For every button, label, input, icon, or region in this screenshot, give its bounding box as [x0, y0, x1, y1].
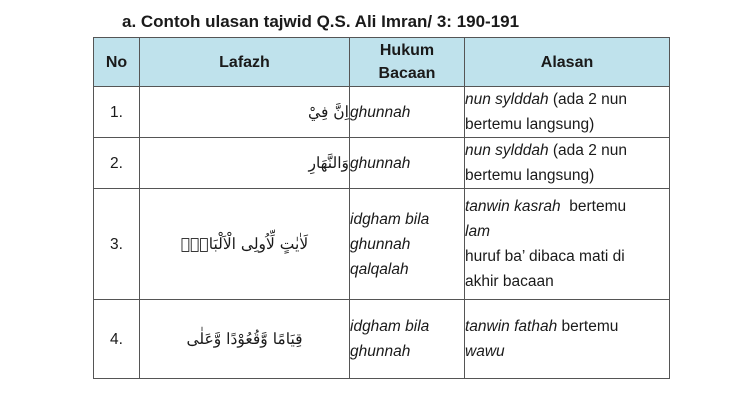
lafazh-arabic: وَالنَّهَارِ: [140, 138, 350, 189]
alasan-italic: nun sylddah: [465, 91, 549, 108]
header-lafazh: Lafazh: [140, 38, 350, 87]
table-row: [94, 138, 670, 189]
alasan-italic: tanwin fathah: [465, 318, 558, 335]
header-alasan: Alasan: [465, 38, 670, 87]
table-row: [94, 189, 670, 300]
alasan-text: bertemu: [557, 318, 619, 335]
alasan: [465, 138, 670, 189]
tajwid-table: [93, 37, 670, 379]
alasan-line: [465, 219, 669, 244]
hukum-bacaan: [350, 87, 465, 138]
alasan-line: [465, 194, 669, 219]
table-row: [94, 87, 670, 138]
alasan-italic: tanwin kasrah: [465, 198, 561, 215]
hukum-bacaan: [350, 300, 465, 379]
hukum-line: qalqalah: [350, 260, 409, 278]
row-number: 4.: [94, 300, 140, 379]
header-hukum-line1: Hukum: [379, 42, 435, 59]
alasan-italic: nun sylddah: [465, 142, 549, 159]
row-number: 2.: [94, 138, 140, 189]
alasan-italic: lam: [465, 223, 490, 240]
table-header-row: [94, 38, 670, 87]
row-number: 1.: [94, 87, 140, 138]
alasan-text: akhir bacaan: [465, 273, 554, 290]
alasan: [465, 87, 670, 138]
alasan-line: [465, 314, 669, 339]
alasan-text: bertemu langsung): [465, 167, 595, 184]
alasan-line: [465, 244, 669, 269]
alasan-line: [465, 269, 669, 294]
alasan-italic: wawu: [465, 343, 505, 360]
hukum-line: idgham bila: [350, 210, 430, 228]
alasan-line: [465, 112, 669, 137]
header-no: No: [94, 38, 140, 87]
hukum-line: ghunnah: [350, 235, 411, 253]
header-hukum-line2: Bacaan: [378, 65, 436, 82]
table-row: [94, 300, 670, 379]
alasan-text: bertemu langsung): [465, 116, 595, 133]
alasan-text: bertemu: [560, 198, 627, 215]
lafazh-arabic: قِيَامًا وَّقُعُوْدًا وَّعَلٰى: [140, 300, 350, 379]
lafazh-arabic: اِنَّ فِيْ: [140, 87, 350, 138]
alasan: [465, 189, 670, 300]
alasan-line: [465, 87, 669, 112]
alasan-text: (ada 2 nun: [548, 142, 628, 159]
section-title: a. Contoh ulasan tajwid Q.S. Ali Imran/ 3: 190-191: [122, 12, 520, 31]
row-number: 3.: [94, 189, 140, 300]
alasan-text: (ada 2 nun: [548, 91, 628, 108]
hukum-line: idgham bila: [350, 318, 430, 335]
alasan-text: huruf ba’ dibaca mati di: [465, 248, 625, 265]
alasan: [465, 300, 670, 379]
lafazh-arabic: لَاٰيٰتٍ لِّاُولِى الْاَلْبَابِۙ: [140, 189, 350, 300]
hukum-bacaan: [350, 189, 465, 300]
alasan-line: [465, 163, 669, 188]
alasan-line: [465, 138, 669, 163]
hukum-line: ghunnah: [350, 103, 411, 121]
alasan-line: [465, 339, 669, 364]
hukum-bacaan: [350, 138, 465, 189]
hukum-line: ghunnah: [350, 154, 411, 172]
header-hukum-bacaan: [350, 38, 465, 87]
hukum-line: ghunnah: [350, 343, 411, 360]
